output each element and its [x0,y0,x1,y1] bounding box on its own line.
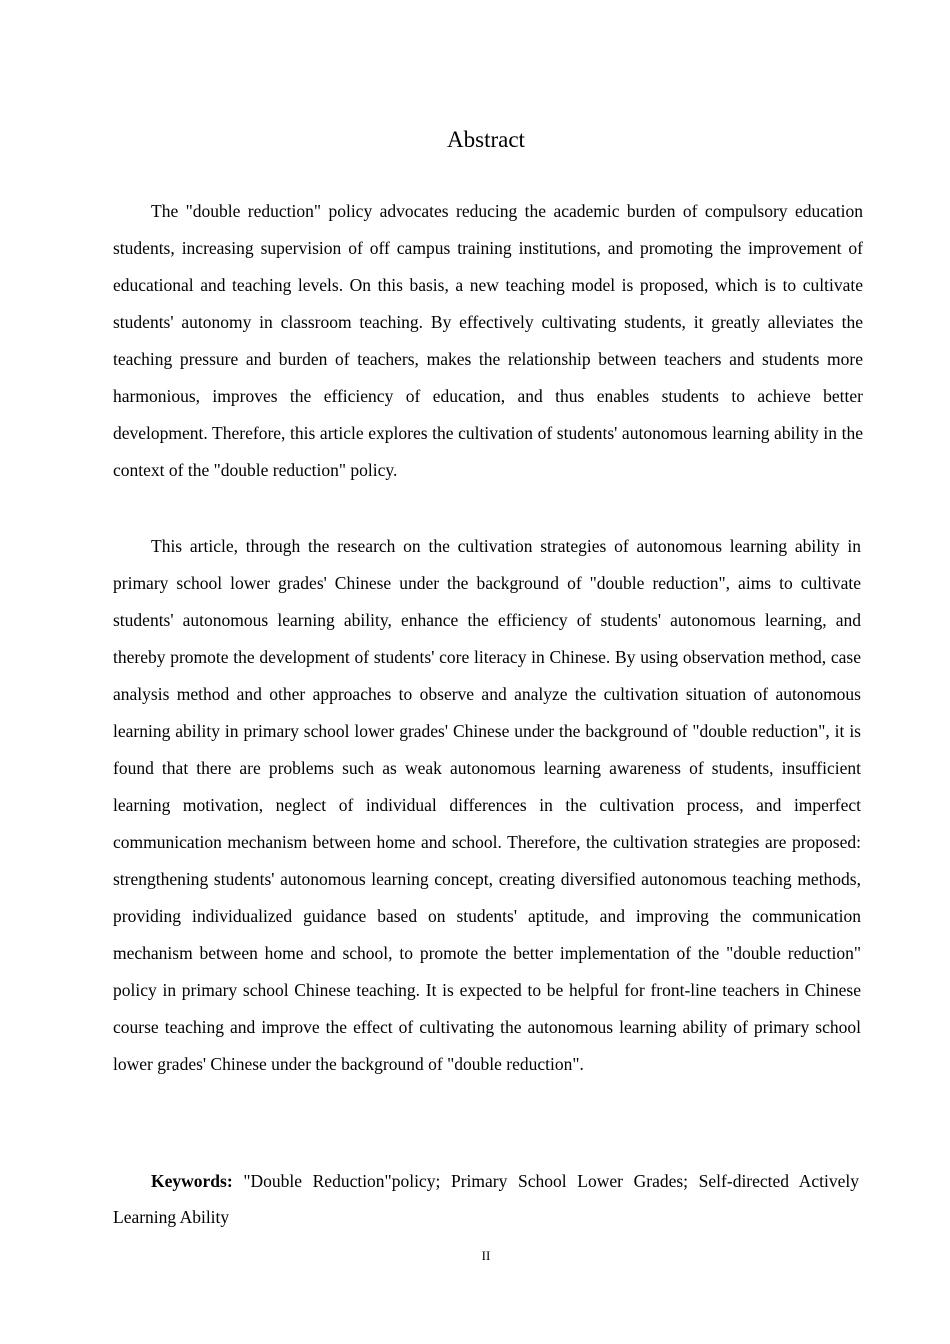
abstract-title: Abstract [447,127,525,152]
page-number: II [481,1248,491,1263]
abstract-paragraph-2: This article, through the research on the cultivation strategies of autonomous learning ability in primary school lower grades' Chinese under the background of "double reduction", aims to cultivate students' autonomous learning ability, enhance the efficiency of students' autonomous learning, and thereby promote the development of students' core literacy in Chinese. By using observation method, case analysis method and other approaches to observe and analyze the cultivation situation of autonomous learning ability in primary school lower grades' Chinese under the background of "double reduction", it is found that there are problems such as weak autonomous learning awareness of students, insufficient learning motivation, neglect of individual differences in the cultivation process, and imperfect communication mechanism between home and school. Therefore, the cultivation strategies are proposed: strengthening students' autonomous learning concept, creating diversified autonomous teaching methods, providing individualized guidance based on students' aptitude, and improving the communication mechanism between home and school, to promote the better implementation of the "double reduction" policy in primary school Chinese teaching. It is expected to be helpful for front-line teachers in Chinese course teaching and improve the effect of cultivating the autonomous learning ability of primary school lower grades' Chinese under the background of "double reduction". [113,536,861,1074]
keywords-label: Keywords: [151,1171,233,1191]
keywords-text: "Double Reduction"policy; Primary School Lower Grades; Self-directed Actively Learning Ability [113,1171,859,1227]
abstract-paragraph-1: The "double reduction" policy advocates reducing the academic burden of compulsory education students, increasing supervision of off campus training institutions, and promoting the improvement of educational and teaching levels. On this basis, a new teaching model is proposed, which is to cultivate students' autonomy in classroom teaching. By effectively cultivating students, it greatly alleviates the teaching pressure and burden of teachers, makes the relationship between teachers and students more harmonious, improves the efficiency of education, and thus enables students to achieve better development. Therefore, this article explores the cultivation of students' autonomous learning ability in the context of the "double reduction" policy. [113,201,863,480]
keywords-line [113,1163,859,1235]
